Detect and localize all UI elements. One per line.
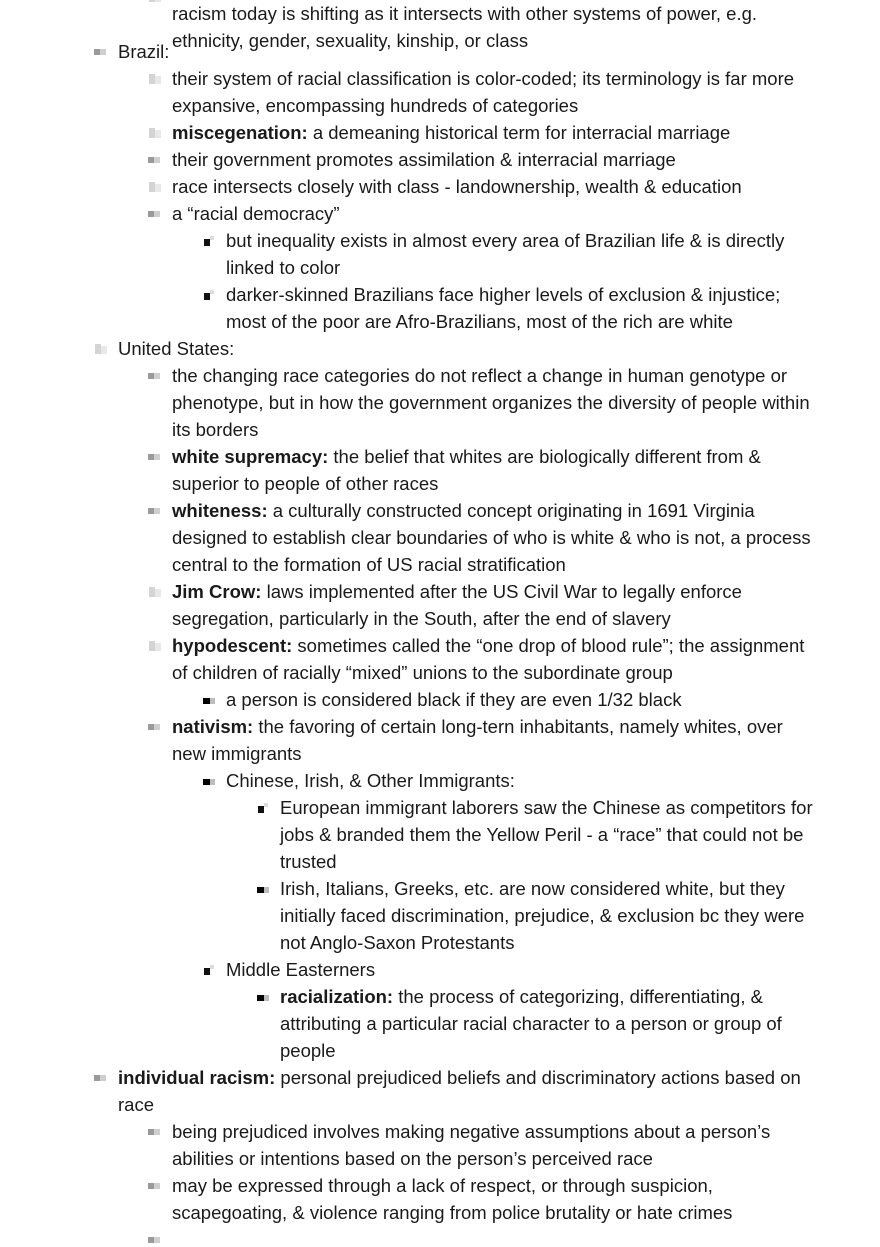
list-item-text — [226, 767, 820, 794]
list-item — [0, 956, 820, 983]
bullet-icon — [94, 47, 108, 57]
list-item — [0, 1172, 820, 1226]
bullet-icon — [202, 776, 216, 786]
list-item-text — [226, 956, 820, 983]
definition-text: racism today is shifting as it intersects with other systems of power, e.g. ethnicity, gender, sexuality, kinship, or class — [172, 3, 758, 51]
bullet-icon — [148, 74, 162, 84]
bullet-icon — [256, 992, 270, 1002]
list-item — [0, 794, 820, 875]
list-item-text — [226, 281, 820, 335]
definition-text: the favoring of certain long-tern inhabitants, namely whites, over new immigrants — [172, 716, 783, 764]
list-item-text — [280, 875, 820, 956]
definition-text: the belief that whites are biologically different from & superior to people of other races — [172, 446, 761, 494]
bullet-icon — [148, 506, 162, 516]
definition-text: may be expressed through a lack of respect, or through suspicion, scapegoating, & violence ranging from police brutality or hate crimes — [172, 1175, 733, 1223]
list-item-text — [172, 578, 820, 632]
bullet-icon — [94, 344, 108, 354]
definition-text: Brazil: — [118, 41, 170, 62]
list-item — [0, 38, 820, 65]
list-item — [0, 875, 820, 956]
list-item — [0, 983, 820, 1064]
list-item-text — [118, 1064, 820, 1118]
bullet-icon — [148, 182, 162, 192]
key-term: whiteness: — [172, 500, 268, 521]
list-item-text — [172, 632, 820, 686]
key-term: individual racism: — [118, 1067, 276, 1088]
list-item — [0, 173, 820, 200]
definition-text: sometimes called the “one drop of blood rule”; the assignment of children of racially “mixed” unions to the subordinate group — [172, 635, 805, 683]
list-item-text — [118, 335, 820, 362]
definition-text: the changing race categories do not reflect a change in human genotype or phenotype, but in how the government organizes the diversity of people within its borders — [172, 365, 810, 440]
definition-text: being prejudiced involves making negative assumptions about a person’s abilities or intentions based on the person’s perceived race — [172, 1121, 771, 1169]
bullet-icon — [202, 965, 216, 975]
list-item-text — [280, 794, 820, 875]
bullet-icon — [148, 155, 162, 165]
key-term: miscegenation: — [172, 122, 308, 143]
list-item-text — [172, 362, 820, 443]
bullet-icon — [148, 209, 162, 219]
list-item — [0, 200, 820, 227]
list-item — [0, 335, 820, 362]
definition-text: Irish, Italians, Greeks, etc. are now considered white, but they initially faced discrimination, prejudice, & exclusion bc they were not Anglo-Saxon Protestants — [280, 878, 805, 953]
bullet-icon — [148, 371, 162, 381]
definition-text: but inequality exists in almost every area of Brazilian life & is directly linked to color — [226, 230, 785, 278]
bullet-icon — [94, 1073, 108, 1083]
definition-text: United States: — [118, 338, 235, 359]
list-item — [0, 497, 820, 578]
definition-text: laws implemented after the US Civil War to legally enforce segregation, particularly in the South, after the end of slavery — [172, 581, 742, 629]
list-item-text — [172, 173, 820, 200]
bullet-icon — [148, 641, 162, 651]
definition-text: a person is considered black if they are even 1/32 black — [226, 689, 682, 710]
list-item-text — [172, 119, 820, 146]
list-item-text — [226, 227, 820, 281]
list-item-text — [172, 1118, 820, 1172]
list-item — [0, 578, 820, 632]
definition-text: European immigrant laborers saw the Chinese as competitors for jobs & branded them the Yellow Peril - a “race” that could not be trusted — [280, 797, 813, 872]
bullet-icon — [202, 695, 216, 705]
bullet-icon — [148, 1127, 162, 1137]
list-item — [0, 1064, 820, 1118]
bullet-icon — [148, 0, 162, 2]
bullet-icon — [202, 236, 216, 246]
bullet-icon — [256, 884, 270, 894]
definition-text: race intersects closely with class - landownership, wealth & education — [172, 176, 742, 197]
bullet-icon — [148, 587, 162, 597]
key-term: hypodescent: — [172, 635, 293, 656]
list-item-text — [172, 713, 820, 767]
list-item-text — [172, 497, 820, 578]
definition-text: their system of racial classification is color-coded; its terminology is far more expansive, encompassing hundreds of categories — [172, 68, 795, 116]
list-item-text — [172, 65, 820, 119]
definition-text: a culturally constructed concept originating in 1691 Virginia designed to establish clear boundaries of who is white & who is not, a process central to the formation of US racial stratification — [172, 500, 811, 575]
list-item-text — [280, 983, 820, 1064]
definition-text: personal prejudiced beliefs and discriminatory actions based on race — [118, 1067, 801, 1115]
list-item — [0, 65, 820, 119]
definition-text: the process of categorizing, differentiating, & attributing a particular racial character to a person or group of people — [280, 986, 782, 1061]
definition-text: Middle Easterners — [226, 959, 376, 980]
bullet-icon — [148, 722, 162, 732]
bullet-icon — [256, 803, 270, 813]
list-item-text — [118, 38, 820, 65]
list-item — [0, 146, 820, 173]
key-term: racialization: — [280, 986, 394, 1007]
list-item — [0, 227, 820, 281]
list-item — [0, 443, 820, 497]
bullet-icon — [148, 1235, 162, 1245]
list-item — [0, 119, 820, 146]
definition-text: their government promotes assimilation & interracial marriage — [172, 149, 676, 170]
definition-text: darker-skinned Brazilians face higher levels of exclusion & injustice; most of the poor are Afro-Brazilians, most of the rich are white — [226, 284, 781, 332]
key-term: white supremacy: — [172, 446, 329, 467]
list-item-text — [226, 686, 820, 713]
bullet-icon — [148, 128, 162, 138]
bullet-icon — [148, 1181, 162, 1191]
list-item-text — [172, 443, 820, 497]
list-item-text — [172, 200, 820, 227]
list-item — [0, 632, 820, 686]
bullet-icon — [202, 290, 216, 300]
list-item — [0, 281, 820, 335]
key-term: nativism: — [172, 716, 254, 737]
list-item-text — [172, 146, 820, 173]
definition-text: a “racial democracy” — [172, 203, 340, 224]
list-item — [0, 362, 820, 443]
list-item-text — [172, 1172, 820, 1226]
bullet-icon — [148, 452, 162, 462]
key-term: Jim Crow: — [172, 581, 262, 602]
list-item — [0, 686, 820, 713]
list-item — [0, 767, 820, 794]
list-item — [0, 1118, 820, 1172]
list-item — [0, 713, 820, 767]
definition-text: Chinese, Irish, & Other Immigrants: — [226, 770, 515, 791]
definition-text: a demeaning historical term for interracial marriage — [307, 122, 731, 143]
